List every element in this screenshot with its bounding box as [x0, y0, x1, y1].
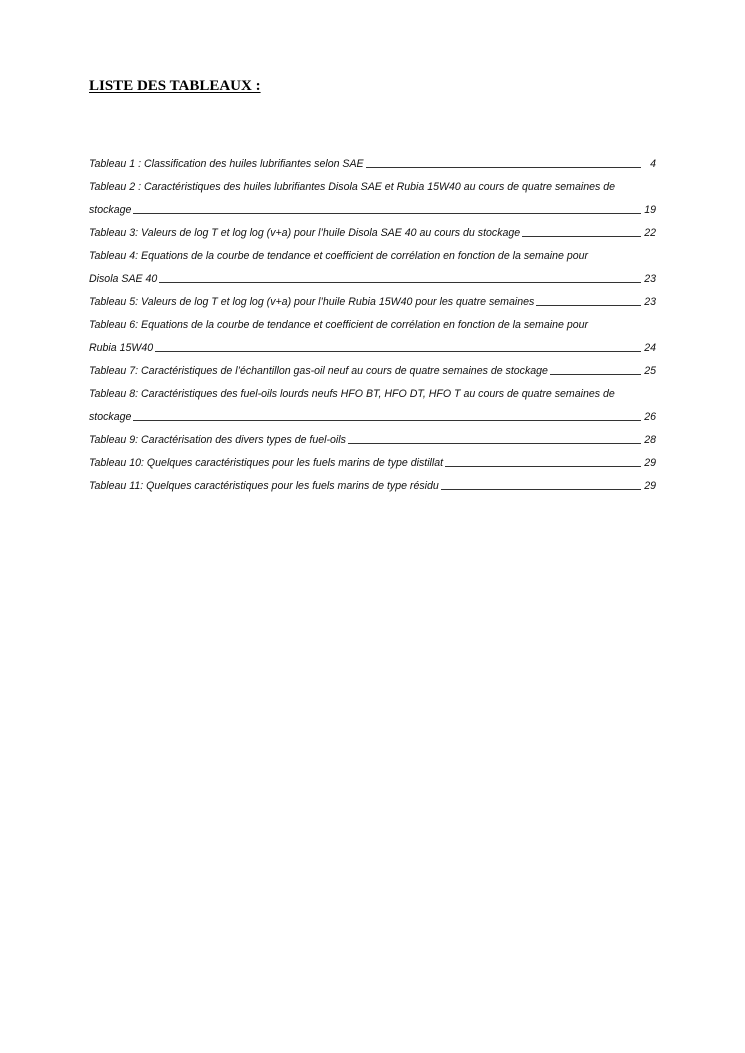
toc-page-number: 23 — [644, 273, 656, 285]
toc-entry[interactable] — [89, 429, 656, 452]
toc-entry-line — [89, 429, 656, 452]
toc-leader-line — [441, 489, 641, 490]
toc-entry-title: Tableau 11: Quelques caractéristiques pour les fuels marins de type résidu — [89, 480, 439, 492]
toc-entry-line — [89, 268, 656, 291]
toc-entry[interactable] — [89, 153, 656, 176]
toc-page-number: 26 — [644, 411, 656, 423]
toc-entry-title: stockage — [89, 204, 132, 216]
toc-entry-title: Tableau 10: Quelques caractéristiques pour les fuels marins de type distillat — [89, 457, 444, 469]
toc-entry-line — [89, 337, 656, 360]
toc-entry[interactable] — [89, 222, 656, 245]
toc-leader-line — [133, 420, 641, 421]
toc-page-number: 28 — [644, 434, 656, 446]
toc-entry-line — [89, 383, 656, 406]
toc-leader-line — [159, 282, 641, 283]
toc-entry-title: Tableau 7: Caractéristiques de l’échantillon gas-oil neuf au cours de quatre semaines de stockage — [89, 365, 548, 377]
toc-entry-title: stockage — [89, 411, 132, 423]
toc-page-number: 23 — [644, 296, 656, 308]
toc-entry-title: Tableau 8: Caractéristiques des fuel-oils lourds neufs HFO BT, HFO DT, HFO T au cours de quatre semaines de — [89, 388, 615, 400]
toc-entry-title: Tableau 2 : Caractéristiques des huiles lubrifiantes Disola SAE et Rubia 15W40 au cours de quatre semaines de — [89, 181, 616, 193]
toc-entry[interactable] — [89, 176, 656, 222]
toc-entry[interactable] — [89, 314, 656, 360]
toc-entry[interactable] — [89, 245, 656, 291]
toc-entry-line — [89, 245, 656, 268]
toc-entry-line — [89, 176, 656, 199]
toc-entry[interactable] — [89, 452, 656, 475]
list-of-tables — [89, 153, 656, 498]
toc-entry-line — [89, 360, 656, 383]
toc-page-number: 29 — [644, 480, 656, 492]
toc-entry-line — [89, 291, 656, 314]
toc-leader-line — [522, 236, 641, 237]
toc-leader-line — [366, 167, 641, 168]
toc-entry-line — [89, 475, 656, 498]
toc-entry-line — [89, 153, 656, 176]
toc-page-number: 19 — [644, 204, 656, 216]
toc-entry-title: Tableau 9: Caractérisation des divers types de fuel-oils — [89, 434, 346, 446]
toc-entry-title: Rubia 15W40 — [89, 342, 154, 354]
toc-page-number: 4 — [650, 158, 656, 170]
toc-entry-line — [89, 199, 656, 222]
toc-page-number: 24 — [644, 342, 656, 354]
toc-page-number: 25 — [644, 365, 656, 377]
toc-page-number: 22 — [644, 227, 656, 239]
toc-entry-line — [89, 314, 656, 337]
toc-entry[interactable] — [89, 475, 656, 498]
toc-entry-title: Tableau 4: Equations de la courbe de tendance et coefficient de corrélation en fonction de la semaine pour — [89, 250, 589, 262]
toc-entry-line — [89, 406, 656, 429]
toc-leader-line — [133, 213, 641, 214]
toc-entry[interactable] — [89, 383, 656, 429]
page-title: LISTE DES TABLEAUX : — [89, 78, 261, 94]
toc-entry-line — [89, 452, 656, 475]
toc-entry-line — [89, 222, 656, 245]
toc-entry-title: Disola SAE 40 — [89, 273, 158, 285]
toc-entry-title: Tableau 1 : Classification des huiles lubrifiantes selon SAE — [89, 158, 364, 170]
toc-leader-line — [550, 374, 641, 375]
toc-entry-title: Tableau 6: Equations de la courbe de tendance et coefficient de corrélation en fonction de la semaine pour — [89, 319, 589, 331]
toc-page-number: 29 — [644, 457, 656, 469]
toc-leader-line — [445, 466, 641, 467]
toc-leader-line — [348, 443, 641, 444]
toc-entry[interactable] — [89, 291, 656, 314]
toc-leader-line — [155, 351, 641, 352]
toc-entry-title: Tableau 5: Valeurs de log T et log log (v+a) pour l’huile Rubia 15W40 pour les quatre semaines — [89, 296, 535, 308]
toc-leader-line — [536, 305, 641, 306]
toc-entry[interactable] — [89, 360, 656, 383]
toc-entry-title: Tableau 3: Valeurs de log T et log log (v+a) pour l’huile Disola SAE 40 au cours du stockage — [89, 227, 521, 239]
